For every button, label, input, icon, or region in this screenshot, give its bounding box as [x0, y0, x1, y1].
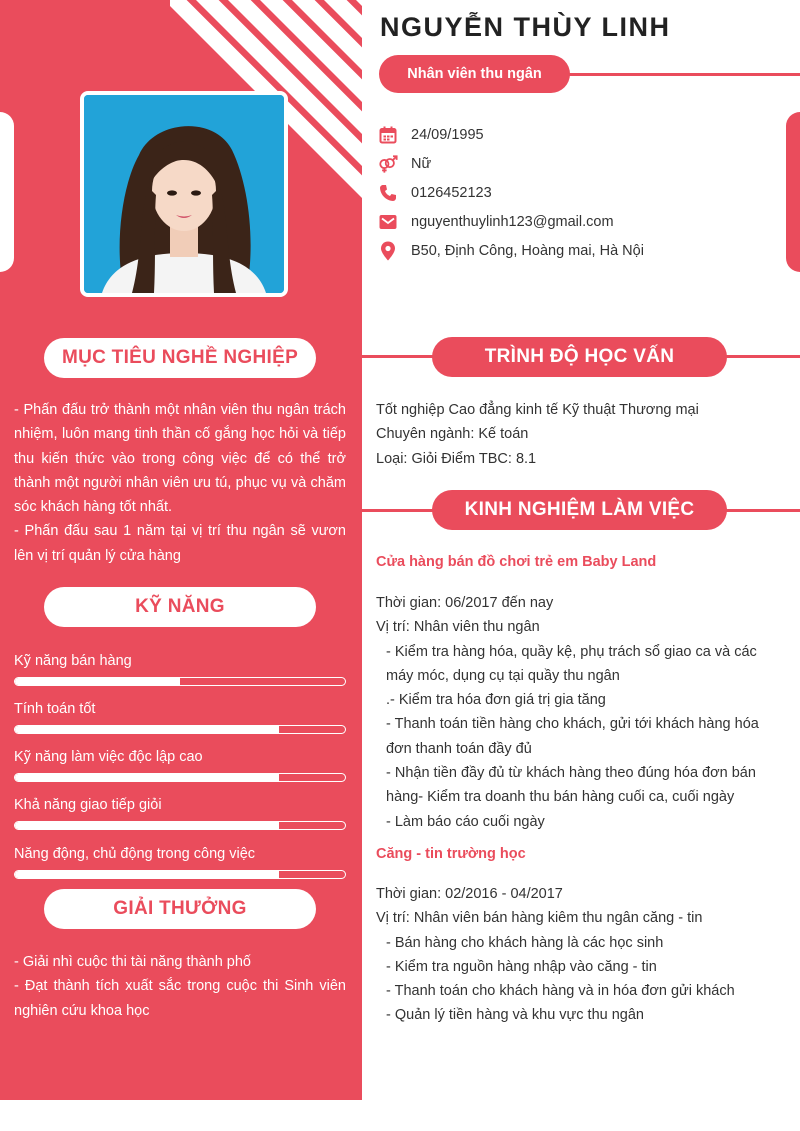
skill-label: Kỹ năng làm việc độc lập cao — [14, 749, 203, 765]
skill-bar-fill — [15, 678, 180, 685]
skill-label: Kỹ năng bán hàng — [14, 653, 132, 669]
skill-item — [14, 796, 346, 830]
job-position: Vị trí: Nhân viên bán hàng kiêm thu ngân căng - tin — [376, 910, 703, 927]
skill-bar-fill — [15, 871, 279, 878]
gender-text: Nữ — [411, 156, 432, 172]
decorative-tab-left — [0, 112, 14, 272]
skill-label: Năng động, chủ động trong công việc — [14, 846, 256, 862]
phone-icon — [378, 183, 398, 203]
award-line: - Đạt thành tích xuất sắc trong cuộc thi Sinh viên nghiên cứu khoa học — [14, 978, 346, 1019]
objective-text — [14, 398, 346, 568]
portrait-image — [84, 95, 284, 293]
job-company: Cửa hàng bán đồ chơi trẻ em Baby Land — [376, 554, 657, 570]
objective-line: - Phấn đấu trở thành một nhân viên thu ngân trách nhiệm, luôn mang tinh thần cố gắng học hỏi và tiếp thu kiến thức vào trong công việc để có thể trở thành một người nhân viên ưu tú, phục vụ và chăm sóc khách hàng tốt nhất. — [14, 402, 346, 516]
awards-text — [14, 950, 346, 1023]
job-company: Căng - tin trường học — [376, 846, 526, 862]
job-task: - Làm báo cáo cuối ngày — [386, 813, 545, 830]
job-task: - Nhận tiền đầy đủ từ khách hàng theo đúng hóa đơn bán hàng- Kiểm tra doanh thu bán hàng cuối ca, cuối ngày — [386, 765, 756, 806]
experience-heading: KINH NGHIỆM LÀM VIỆC — [432, 490, 727, 530]
candidate-name: NGUYỄN THÙY LINH — [380, 12, 671, 42]
phone-text: 0126452123 — [411, 185, 492, 201]
skill-item — [14, 700, 346, 734]
left-sidebar — [0, 0, 362, 1100]
objective-line: - Phấn đấu sau 1 năm tại vị trí thu ngân sẽ vươn lên vị trí quản lý cửa hàng — [14, 523, 346, 564]
job-task: - Thanh toán tiền hàng cho khách, gửi tới khách hàng hóa đơn thanh toán đầy đủ — [386, 716, 759, 757]
gender-icon — [378, 154, 398, 174]
profile-photo — [80, 91, 288, 297]
decorative-tab-right — [786, 112, 800, 272]
skill-bar — [14, 821, 346, 830]
skill-bar — [14, 677, 346, 686]
skill-bar-fill — [15, 774, 279, 781]
title-divider — [540, 73, 800, 76]
job-task: .- Kiểm tra hóa đơn giá trị gia tăng — [386, 692, 606, 709]
job-task: - Thanh toán cho khách hàng và in hóa đơn gửi khách — [386, 983, 735, 1000]
job-task: - Bán hàng cho khách hàng là các học sinh — [386, 934, 664, 951]
skill-item — [14, 748, 346, 782]
job-details — [376, 882, 788, 1028]
skill-label: Tính toán tốt — [14, 701, 96, 717]
contact-gender — [378, 153, 431, 175]
skill-bar — [14, 870, 346, 879]
email-text[interactable]: nguyenthuylinh123@gmail.com — [411, 214, 614, 230]
skill-label: Khả năng giao tiếp giỏi — [14, 797, 162, 813]
education-line: Loại: Giỏi Điểm TBC: 8.1 — [376, 450, 537, 467]
contact-birthdate — [378, 124, 484, 146]
skills-heading: KỸ NĂNG — [44, 587, 316, 627]
education-line: Chuyên ngành: Kế toán — [376, 426, 529, 443]
contact-address — [378, 240, 644, 262]
job-task: - Kiểm tra nguồn hàng nhập vào căng - tin — [386, 958, 657, 975]
award-line: - Giải nhì cuộc thi tài năng thành phố — [14, 954, 251, 970]
education-heading: TRÌNH ĐỘ HỌC VẤN — [432, 337, 727, 377]
birthdate-text: 24/09/1995 — [411, 127, 484, 143]
job-position: Vị trí: Nhân viên thu ngân — [376, 619, 540, 636]
email-icon — [378, 212, 398, 232]
skill-bar — [14, 773, 346, 782]
skill-bar-fill — [15, 726, 279, 733]
education-text — [376, 398, 788, 471]
calendar-icon — [378, 125, 398, 145]
job-time: Thời gian: 06/2017 đến nay — [376, 595, 554, 611]
job-task: - Kiểm tra hàng hóa, quầy kệ, phụ trách sổ giao ca và các máy móc, dụng cụ tại quầy thu ngân — [386, 643, 757, 684]
job-time: Thời gian: 02/2016 - 04/2017 — [376, 886, 563, 902]
awards-heading: GIẢI THƯỞNG — [44, 889, 316, 929]
job-title-badge: Nhân viên thu ngân — [379, 55, 570, 93]
contact-email — [378, 211, 614, 233]
skill-bar — [14, 725, 346, 734]
contact-phone — [378, 182, 492, 204]
skill-item — [14, 652, 346, 686]
education-line: Tốt nghiệp Cao đẳng kinh tế Kỹ thuật Thương mại — [376, 402, 699, 418]
skill-item — [14, 845, 346, 879]
location-icon — [378, 241, 398, 261]
job-task: - Quản lý tiền hàng và khu vực thu ngân — [386, 1007, 644, 1024]
skill-bar-fill — [15, 822, 279, 829]
objective-heading: MỤC TIÊU NGHỀ NGHIỆP — [44, 338, 316, 378]
job-details — [376, 591, 788, 834]
address-text: B50, Định Công, Hoàng mai, Hà Nội — [411, 243, 644, 259]
